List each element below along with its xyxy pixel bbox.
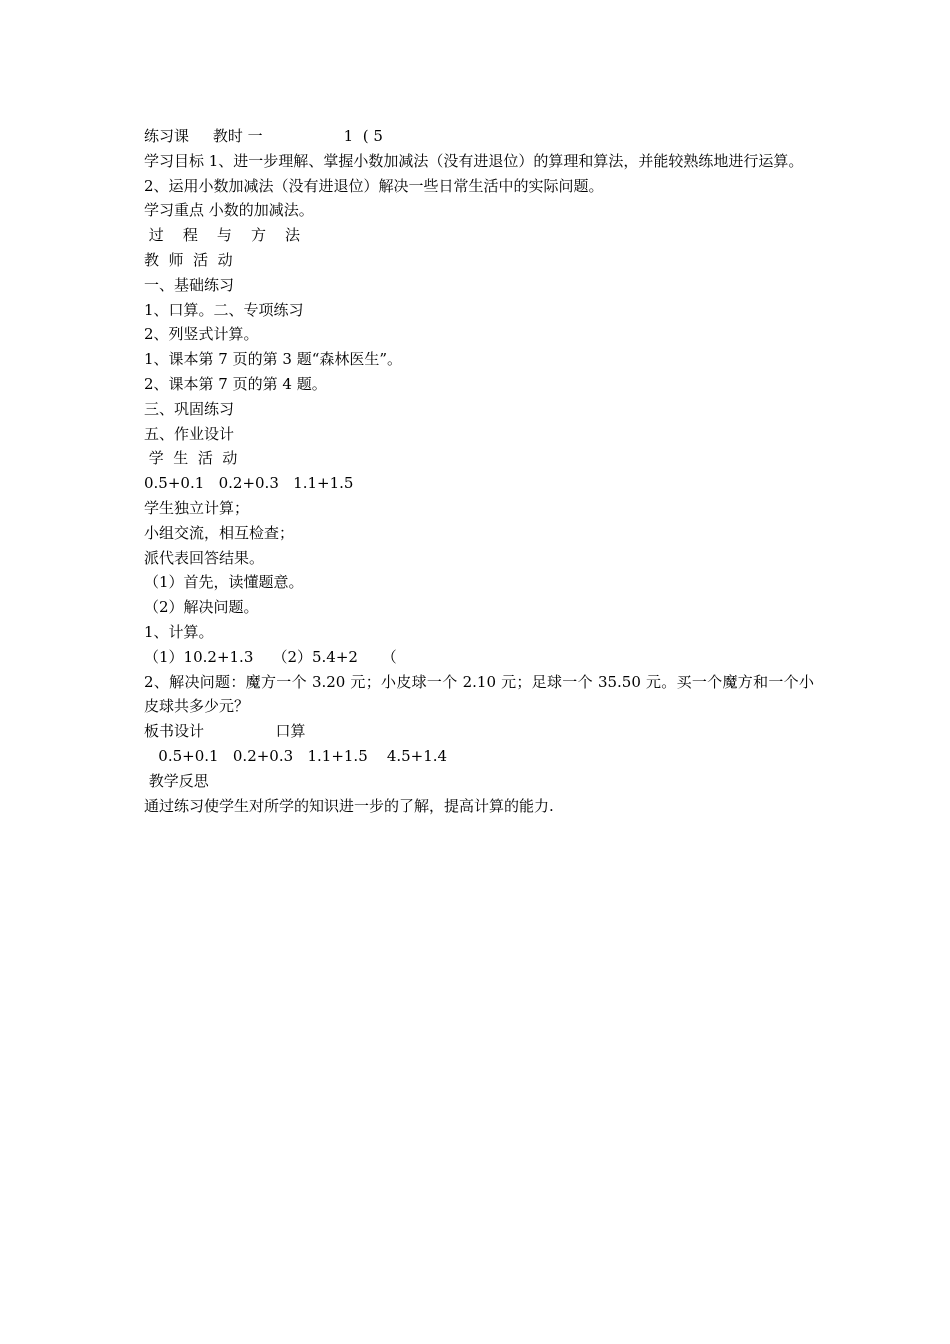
teacher-activity-heading: 教 师 活 动 — [144, 250, 233, 269]
learning-objective-2: 2、运用小数加减法（没有进退位）解决一些日常生活中的实际问题。 — [144, 176, 604, 195]
solve-step-1: （1）首先，读懂题意。 — [144, 573, 304, 592]
board-design-problems: 0.5+0.1 0.2+0.3 1.1+1.5 4.5+1.4 — [144, 746, 448, 765]
student-step-3: 派代表回答结果。 — [144, 548, 265, 567]
oral-calc-problems: 0.5+0.1 0.2+0.3 1.1+1.5 — [144, 474, 354, 493]
calc-heading: 1、计算。 — [144, 622, 214, 641]
learning-focus: 学习重点 小数的加减法。 — [144, 201, 314, 220]
lesson-header: 练习课 教时 一 1 ( 5 — [144, 127, 383, 145]
student-step-2: 小组交流，相互检查； — [144, 523, 295, 542]
calc-problems: （1）10.2+1.3 （2）5.4+2 （ — [144, 647, 397, 666]
oral-calc-item: 1、口算。二、专项练习 — [144, 300, 304, 319]
solve-step-2: （2）解决问题。 — [144, 598, 259, 617]
process-heading: 过 程 与 方 法 — [144, 226, 301, 245]
vertical-calc-item: 2、列竖式计算。 — [144, 325, 259, 344]
textbook-item-3: 1、课本第 7 页的第 3 题“森林医生”。 — [144, 350, 403, 369]
learning-objective-1: 学习目标 1、进一步理解、掌握小数加减法（没有进退位）的算理和算法，并能较熟练地进行运算。 — [144, 151, 804, 170]
reflection-heading: 教学反思 — [144, 771, 209, 790]
word-problem: 2、解决问题：魔方一个 3.20 元；小皮球一个 2.10 元；足球一个 35.50 元。买一个魔方和一个小皮球共多少元？ — [144, 672, 814, 716]
board-design-heading: 板书设计 口算 — [144, 722, 306, 741]
consolidation-heading: 三、巩固练习 — [144, 399, 235, 418]
student-activity-heading: 学 生 活 动 — [144, 449, 238, 468]
reflection-text: 通过练习使学生对所学的知识进一步的了解，提高计算的能力. — [144, 796, 554, 815]
homework-heading: 五、作业设计 — [144, 424, 235, 443]
student-step-1: 学生独立计算； — [144, 498, 250, 517]
textbook-item-4: 2、课本第 7 页的第 4 题。 — [144, 374, 327, 393]
basic-practice-heading: 一、基础练习 — [144, 275, 235, 294]
document-page — [144, 124, 814, 818]
